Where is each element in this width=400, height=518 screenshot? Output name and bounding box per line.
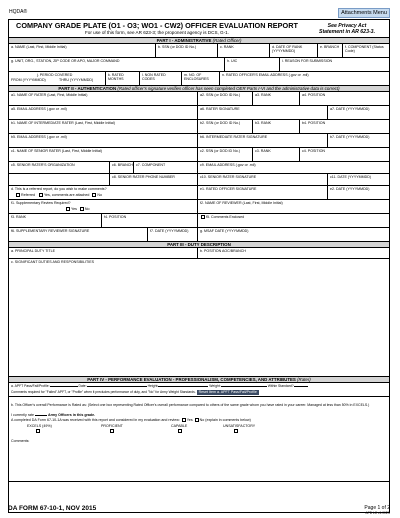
- reviewer-name-label: f2. NAME OF REVIEWER (Last, First, Middle Initial): [200, 201, 283, 205]
- referred-checkbox[interactable]: [16, 193, 20, 197]
- f7-date-field[interactable]: [147, 228, 189, 241]
- significant-duties-label: c. SIGNIFICANT DUTIES AND RESPONSIBILITIES: [11, 260, 95, 264]
- sr-row-2: [9, 162, 389, 174]
- sr-row-1: [9, 148, 389, 162]
- overall-performance-block: [9, 397, 389, 482]
- no-comments-label: No: [97, 193, 103, 197]
- period-covered-field: [9, 72, 105, 85]
- privacy-line-2: Statement in AR 623-3.: [318, 29, 376, 35]
- ir-date-label: b7. DATE (YYYYMMDD): [330, 135, 370, 139]
- ir-position-field[interactable]: [299, 120, 326, 133]
- part1-row-g: [9, 58, 389, 72]
- form-title-block: [9, 20, 305, 38]
- part4-note: (Rater): [297, 377, 311, 382]
- rated-months-label: k. RATED MONTHS: [108, 73, 124, 81]
- capable-label: CAPABLE: [171, 424, 188, 428]
- sr-phone-label: c8. SENIOR RATER PHONE NUMBER: [112, 175, 175, 179]
- component-label: f. COMPONENT (Status Code): [345, 45, 384, 53]
- duty-title-row: [9, 248, 389, 259]
- yes-comments-checkbox[interactable]: [39, 193, 43, 197]
- rater-position-label: a4. POSITION: [302, 93, 326, 97]
- height-input[interactable]: [158, 384, 208, 387]
- currently-rate-line: [11, 413, 95, 417]
- proficient-label: PROFICIENT: [101, 424, 123, 428]
- comments-required-line: [11, 390, 259, 395]
- within-standard-input[interactable]: [294, 384, 308, 387]
- comments-required-text: Comments required for "Failed" APFT, or "Profile" when it precludes performance of duty, and "No" for Army Weight Standards.: [11, 390, 196, 394]
- duty-title-field[interactable]: a. PRINCIPAL DUTY TITLE: [11, 249, 56, 253]
- nonrated-codes-field[interactable]: [139, 72, 166, 85]
- completed-no-checkbox[interactable]: [195, 418, 199, 422]
- thru-date-field[interactable]: THRU (YYYYMMDD): [59, 78, 94, 82]
- currently-rate-label: I currently rate: [11, 413, 34, 417]
- referred-question: d. This is a referred report, do you wish to make comments?: [11, 187, 107, 191]
- part1-row-j: [9, 72, 389, 86]
- nonrated-codes-label: l. NON RATED CODES: [142, 73, 166, 81]
- f4-position-field[interactable]: [101, 214, 127, 227]
- rater-rank-label: a3. RANK: [255, 93, 271, 97]
- ro-email-label: n. RATED OFFICER'S EMAIL ADDRESS (.gov or .mil): [222, 73, 309, 77]
- apft-date-input[interactable]: [87, 384, 147, 387]
- overall-performance-text: b. This Officer's overall Performance is Rated as: (Select one box representing Rated Officer's overall performance compared to others of the same grade whom you have rated in your career. Managed at less than 50% in EXCELS.): [11, 403, 370, 407]
- significant-duties-field[interactable]: [9, 259, 389, 377]
- ir-signature-field[interactable]: [197, 134, 268, 147]
- sr-email-field[interactable]: [197, 162, 256, 173]
- yes-comments-label: Yes, comments are attached: [43, 193, 90, 197]
- proficient-checkbox[interactable]: [110, 429, 114, 433]
- position-aoc-label: b. POSITION AOC/BRANCH: [200, 249, 246, 253]
- apft-date-label: Date:: [78, 384, 87, 388]
- part2-title: PART II - AUTHENTICATION: [58, 86, 117, 91]
- name-field[interactable]: a. NAME (Last, First, Middle Initial): [11, 45, 67, 49]
- sr-position-field[interactable]: [299, 148, 325, 161]
- no-comments-checkbox[interactable]: [92, 193, 96, 197]
- top-bar: [8, 8, 390, 18]
- ir-name-field[interactable]: b1. NAME OF INTERMEDIATE RATER (Last, First, Middle Initial): [11, 121, 115, 125]
- unsatisfactory-label: UNSATISFACTORY: [223, 424, 256, 428]
- ir-ssn-field[interactable]: [197, 120, 241, 133]
- privacy-notice: [305, 20, 389, 38]
- rated-months-field[interactable]: [105, 72, 124, 85]
- rater-signature-label: a6. RATER SIGNATURE: [200, 107, 240, 111]
- completed-yes-checkbox[interactable]: [182, 418, 186, 422]
- part2-note: (Rated officer's signature verifies officer has seen completed OER Parts I-VI and the administrative data is correct): [117, 86, 340, 91]
- sr-rank-label: c3. RANK: [255, 149, 271, 153]
- part1-title: PART I - ADMINISTRATIVE: [156, 38, 212, 43]
- apft-row: [9, 383, 389, 397]
- form-title: COMPANY GRADE PLATE (O1 - O3; WO1 - CW2) OFFICER EVALUATION REPORT: [16, 21, 298, 30]
- msaf-date-field[interactable]: [197, 228, 249, 241]
- part4-title: PART IV - PERFORMANCE EVALUATION - PROFESSIONALISM, COMPETENCIES, AND ATTRIBUTES: [87, 377, 296, 382]
- sr-signature-label: c10. SENIOR RATER SIGNATURE: [200, 175, 257, 179]
- f5-comments-field: [197, 214, 245, 227]
- part1-row-a: [9, 44, 389, 58]
- date-of-rank-label: d. DATE OF RANK (YYYYMMDD): [272, 45, 303, 53]
- ro-date-label: e2. DATE (YYYYMMDD): [330, 187, 370, 191]
- unsatisfactory-checkbox[interactable]: [234, 429, 238, 433]
- sr-ssn-label: c2. SSN (or DOD ID No.): [200, 149, 240, 153]
- supp-review-row: [9, 200, 389, 214]
- position-aoc-field[interactable]: [197, 248, 246, 258]
- page-number: Page 1 of 2: [364, 505, 390, 511]
- apft-line: [11, 384, 308, 388]
- branch-label: e. BRANCH: [320, 45, 340, 49]
- supp-no-checkbox[interactable]: [80, 207, 84, 211]
- privacy-line-1: See Privacy Act: [327, 23, 367, 29]
- sr-org-field[interactable]: c5. SENIOR RATER'S ORGANIZATION: [11, 163, 75, 167]
- reviewer-name-field[interactable]: [197, 200, 283, 213]
- f5-comments-label: f5. Comments Enclosed: [206, 215, 245, 219]
- rater-date-field[interactable]: [327, 106, 370, 119]
- referred-label: Referred: [21, 193, 35, 197]
- apft-input[interactable]: [50, 384, 78, 387]
- sr-name-field[interactable]: c1. NAME OF SENIOR RATER (Last, First, Middle Initial): [11, 149, 102, 153]
- unit-field[interactable]: g. UNIT, ORG., STATION, ZIP CODE OR APO, MAJOR COMMAND: [11, 59, 120, 63]
- comments-textarea[interactable]: [11, 444, 385, 478]
- excels-checkbox[interactable]: [36, 429, 40, 433]
- rater-row-1: [9, 92, 389, 106]
- referred-options: [15, 193, 102, 197]
- weight-label: Weight:: [209, 384, 221, 388]
- reset-apft-button[interactable]: Reset Item a. APFT Pass/Fail/Profile: [198, 390, 257, 394]
- excels-label: EXCELS (49%): [27, 424, 52, 428]
- referred-row: [9, 186, 389, 200]
- apft-label: a. APFT Pass/Fail/Profile:: [11, 384, 50, 388]
- completed-yes-label: Yes: [186, 418, 193, 422]
- rank-field[interactable]: [217, 44, 234, 57]
- form-subtitle: For use of this form, see AR 623-3; the proponent agency is DCS, G-1.: [84, 30, 229, 35]
- rater-email-field[interactable]: a5. EMAIL ADDRESS (.gov or .mil): [11, 107, 67, 111]
- uic-field[interactable]: [224, 58, 238, 71]
- part3-title: PART III - DUTY DESCRIPTION: [167, 242, 231, 247]
- agency-label: HQDA®: [9, 9, 28, 15]
- ir-ssn-label: b2. SSN (or DOD ID No.): [200, 121, 241, 125]
- f5-comments-option: [200, 215, 244, 219]
- part1-note: (Rated Officer): [212, 38, 242, 43]
- rank-label: c. RANK: [220, 45, 234, 49]
- ro-email-field[interactable]: [219, 72, 309, 85]
- reason-label: i. REASON FOR SUBMISSION: [282, 59, 333, 63]
- capable-checkbox[interactable]: [178, 429, 182, 433]
- title-row: [9, 20, 389, 38]
- period-covered-label: j. PERIOD COVERED: [37, 73, 73, 77]
- sr-ssn-field[interactable]: [197, 148, 240, 161]
- completed-form-text: A completed DA Form 67-10-1A was received with this report and considered in my evaluation and review:: [11, 418, 180, 422]
- component-field[interactable]: [342, 44, 384, 57]
- enclosures-field[interactable]: [181, 72, 209, 85]
- ir-signature-label: b6. INTERMEDIATE RATER SIGNATURE: [200, 135, 268, 139]
- army-officers-label: Army Officers in this grade.: [47, 413, 96, 417]
- rater-ssn-label: a2. SSN (or DOD ID No.): [200, 93, 241, 97]
- rater-date-label: a7. DATE (YYYYMMDD): [330, 107, 370, 111]
- ro-signature-field[interactable]: [197, 186, 257, 199]
- f5-comments-checkbox[interactable]: [201, 215, 205, 219]
- rater-row-2: [9, 106, 389, 120]
- ir-row-2: [9, 134, 389, 148]
- sr-rank-field[interactable]: [252, 148, 271, 161]
- form-name: DA FORM 67-10-1, NOV 2015: [8, 505, 97, 512]
- rater-rank-field[interactable]: [252, 92, 271, 105]
- sr-component-label: c7. COMPONENT: [136, 163, 166, 167]
- ir-row-1: [9, 120, 389, 134]
- rater-ssn-field[interactable]: [197, 92, 241, 105]
- rater-position-field[interactable]: [299, 92, 326, 105]
- completed-no-label: No (explain in comments below): [199, 418, 251, 422]
- sr-component-field[interactable]: [133, 162, 166, 173]
- f3-row: [9, 214, 389, 228]
- uic-label: h. UIC: [227, 59, 238, 63]
- f7-date-label: f7. DATE (YYYYMMDD): [150, 229, 189, 233]
- ir-position-label: b4. POSITION: [302, 121, 326, 125]
- f3-rank-field[interactable]: f3. RANK: [11, 215, 26, 219]
- ro-date-field[interactable]: [327, 186, 370, 199]
- form-frame: [8, 19, 390, 513]
- supp-review-options: [65, 207, 89, 211]
- within-standard-label: Within Standard?: [267, 384, 294, 388]
- msaf-date-label: g. MSAF DATE (YYYYMMDD): [200, 229, 249, 233]
- supp-review-question: f1. Supplementary Review Required?: [11, 201, 71, 205]
- sr-branch-label: c6. BRANCH: [112, 163, 133, 167]
- ro-signature-label: e1. RATED OFFICER SIGNATURE: [200, 187, 257, 191]
- f4-position-label: f4. POSITION: [104, 215, 127, 219]
- sr-email-label: c9. EMAIL ADDRESS (.gov or .mil): [200, 163, 256, 167]
- rater-name-field[interactable]: a1. NAME OF RATER (Last, First, Middle Initial): [11, 93, 88, 97]
- sr-date-label: c11. DATE (YYYYMMDD): [330, 175, 371, 179]
- sr-phone-field[interactable]: [109, 174, 175, 185]
- sr-signature-field[interactable]: [197, 174, 257, 185]
- branch-field[interactable]: [317, 44, 340, 57]
- ir-rank-label: b3. RANK: [255, 121, 271, 125]
- supp-signature-field[interactable]: f6. SUPPLEMENTARY REVIEWER SIGNATURE: [11, 229, 90, 233]
- date-of-rank-field[interactable]: [269, 44, 303, 57]
- from-date-field[interactable]: FROM (YYYYMMDD): [11, 78, 46, 82]
- ir-email-field[interactable]: b5. EMAIL ADDRESS (.gov or .mil): [11, 135, 67, 139]
- ssn-label: b. SSN (or DOD ID No.): [158, 45, 197, 49]
- oer-page: [8, 8, 390, 513]
- sr-branch-field[interactable]: [109, 162, 133, 173]
- f6-row: [9, 228, 389, 242]
- sr-row-3: [9, 174, 389, 186]
- apd-version: APD LC v1.00ES: [365, 511, 390, 515]
- ir-rank-field[interactable]: [252, 120, 271, 133]
- completed-form-line: [11, 418, 251, 422]
- reason-field[interactable]: [279, 58, 333, 71]
- sr-date-field[interactable]: [327, 174, 371, 185]
- supp-yes-checkbox[interactable]: [66, 207, 70, 211]
- comments-label: Comments:: [11, 439, 30, 443]
- height-label: Height:: [147, 384, 159, 388]
- currently-rate-input[interactable]: [35, 413, 47, 416]
- enclosures-label: m. NO. OF ENCLOSURES: [184, 73, 209, 81]
- ssn-field[interactable]: [155, 44, 197, 57]
- ir-date-field[interactable]: [327, 134, 370, 147]
- rater-signature-field[interactable]: [197, 106, 240, 119]
- supp-no-label: No: [84, 207, 90, 211]
- supp-yes-label: Yes: [71, 207, 77, 211]
- attachments-menu-button[interactable]: Attachments Menu: [338, 8, 390, 18]
- sr-position-label: c4. POSITION: [302, 149, 325, 153]
- weight-input[interactable]: [221, 384, 267, 387]
